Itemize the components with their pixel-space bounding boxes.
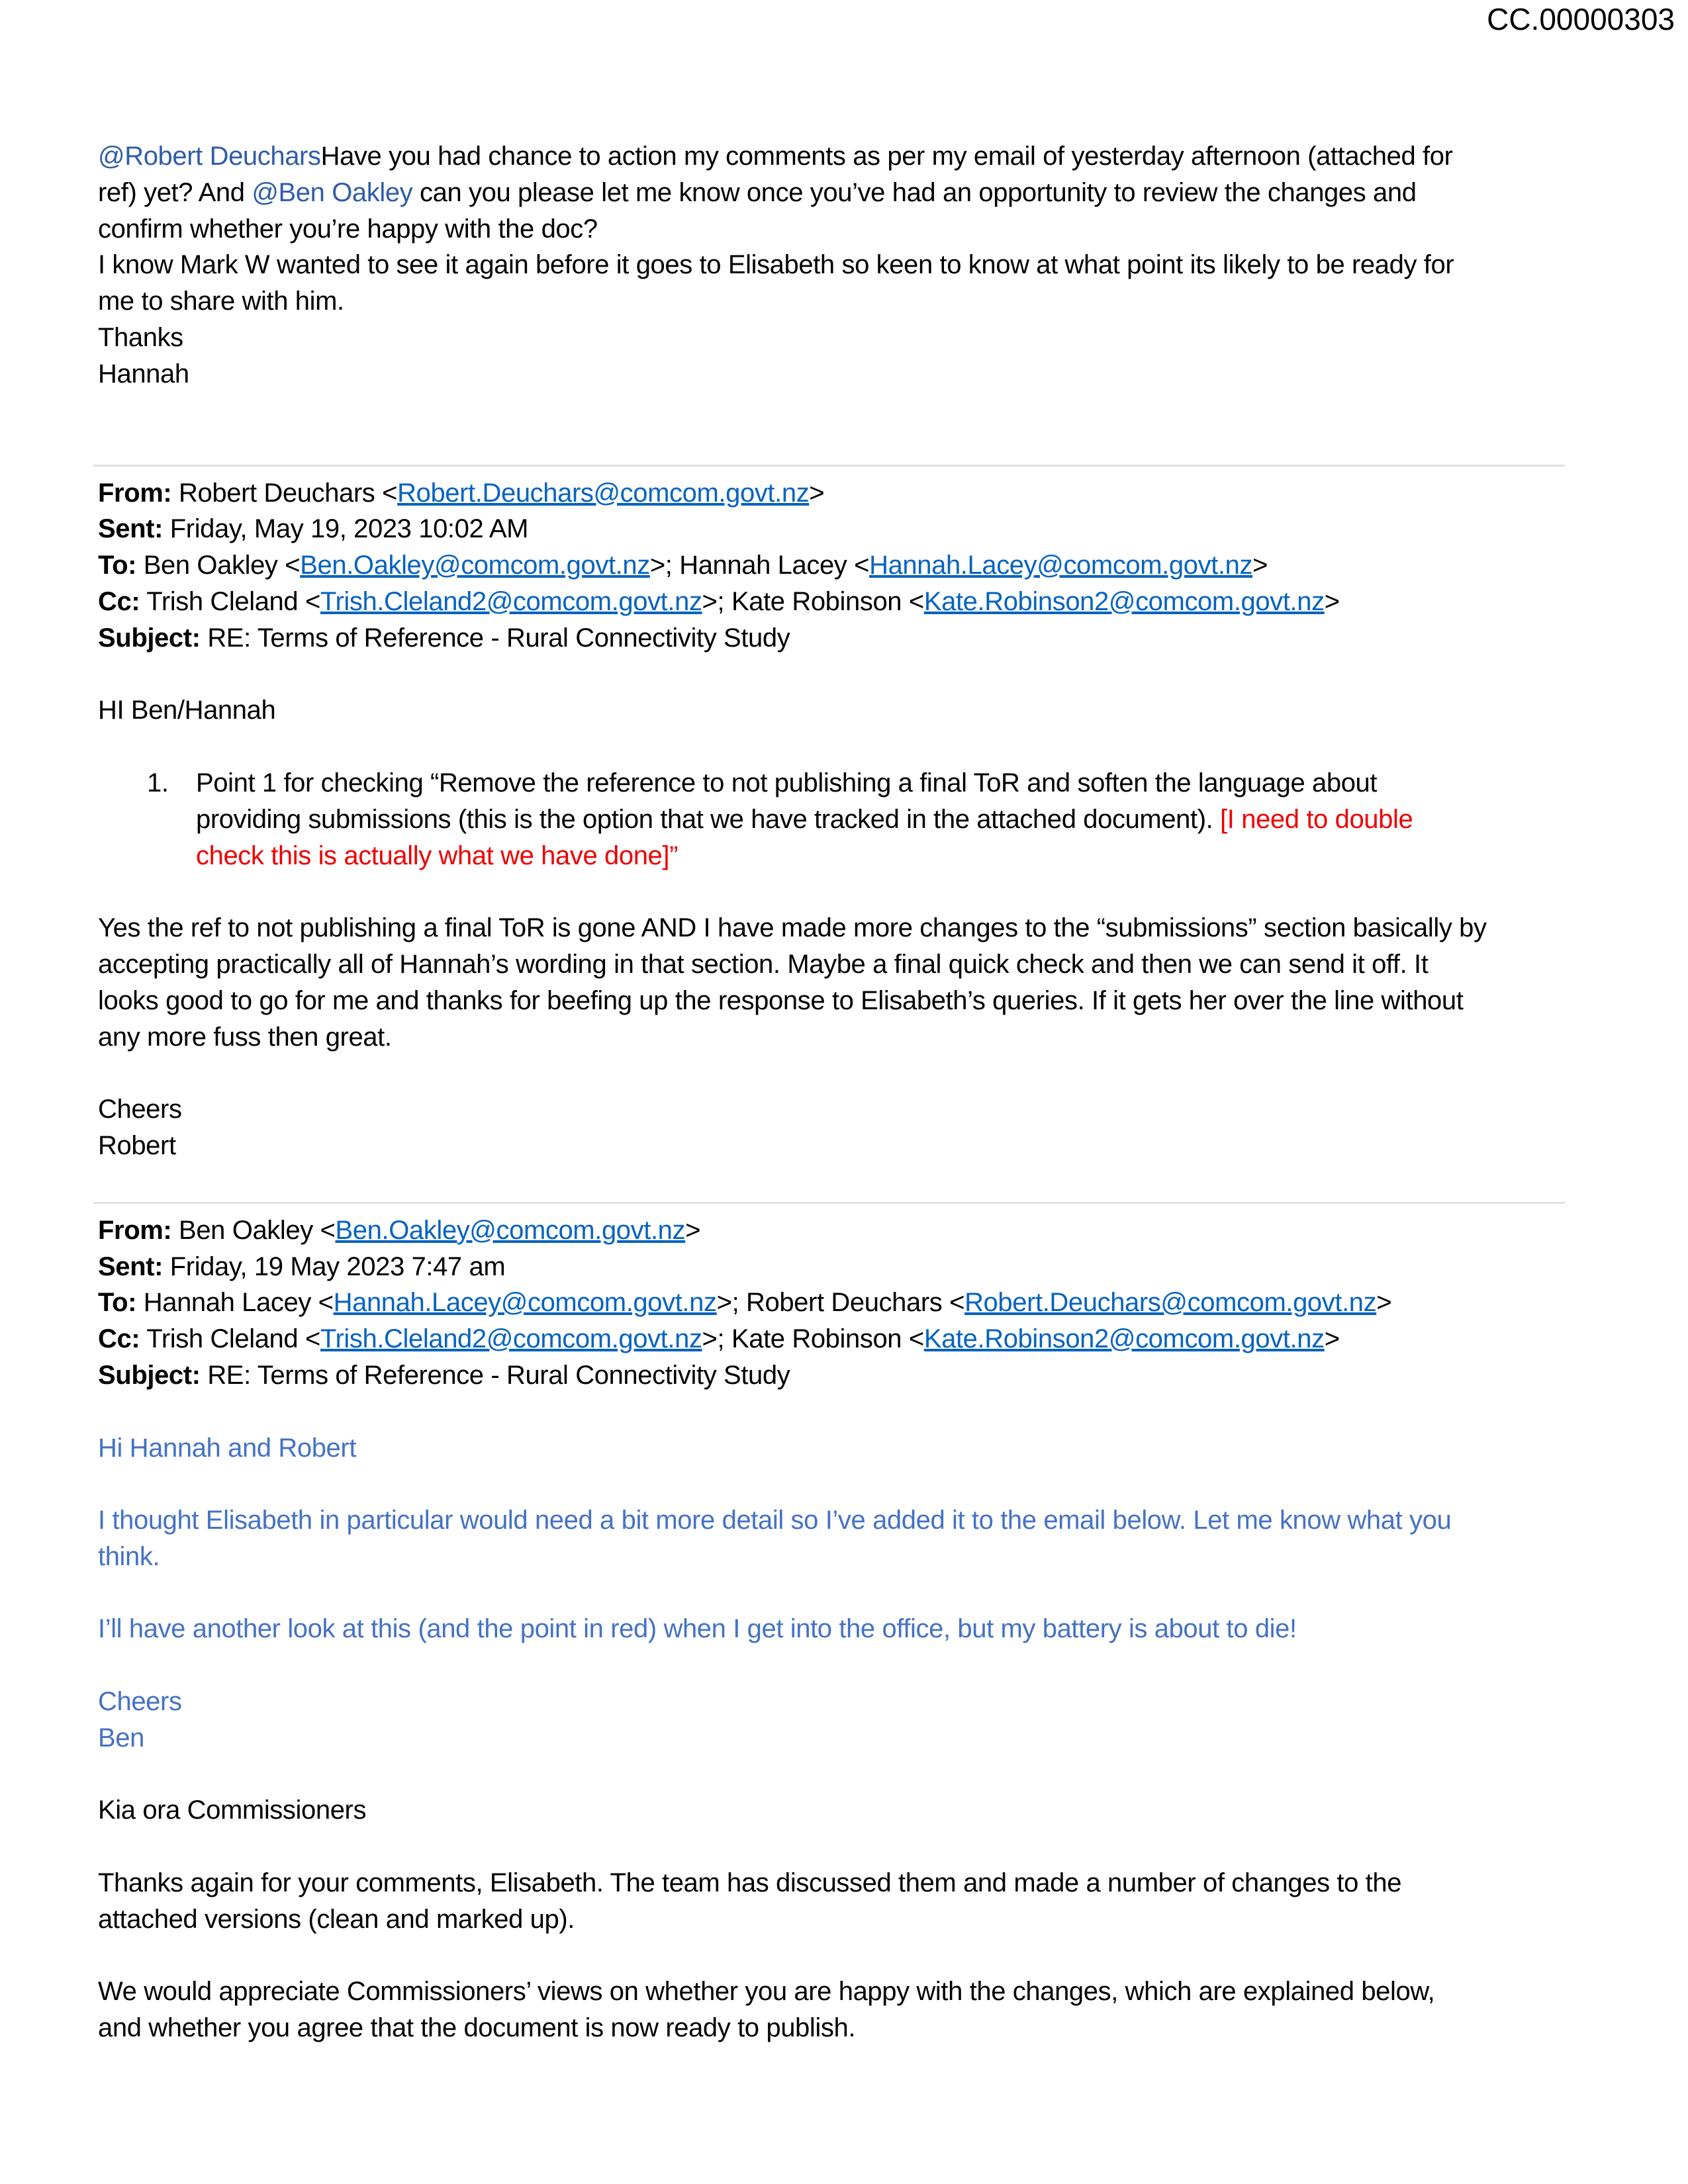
intro-thanks: Thanks (98, 322, 183, 352)
sent-date: Friday, May 19, 2023 10:02 AM (169, 514, 529, 544)
red-note: check this is actually what we have done]” (196, 841, 679, 870)
cc-name: Kate Robinson (731, 1324, 902, 1354)
email-link[interactable]: Kate.Robinson2@comcom.govt.nz (923, 1324, 1325, 1354)
label: Sent: (98, 514, 164, 544)
recipient-name: Hannah Lacey (679, 551, 847, 580)
signoff: Ben (98, 1723, 144, 1752)
signoff: Robert (98, 1130, 176, 1160)
body-text: accepting practically all of Hannah’s wording in that section. Maybe a final quick check and then we can send it off. It (98, 949, 1429, 979)
body-text: think. (98, 1541, 160, 1571)
body-text: I’ll have another look at this (and the point in red) when I get into the office, but my battery is about to die! (98, 1614, 1297, 1644)
greeting: Hi Hannah and Robert (98, 1433, 357, 1463)
email-link[interactable]: Trish.Cleland2@comcom.govt.nz (320, 1324, 702, 1354)
email-link[interactable]: Hannah.Lacey@comcom.govt.nz (333, 1288, 717, 1318)
label: Subject: (98, 1360, 201, 1390)
intro-text: Have you had chance to action my comments as per my email of yesterday afternoon (attached for (320, 142, 1453, 171)
email-link[interactable]: Robert.Deuchars@comcom.govt.nz (964, 1288, 1377, 1318)
numbered-list-item (98, 765, 1587, 874)
cc-name: Trish Cleland (146, 586, 299, 616)
email-link[interactable]: Trish.Cleland2@comcom.govt.nz (320, 586, 702, 616)
label: From: (98, 1215, 172, 1245)
intro-message (98, 138, 1587, 392)
list-text: Point 1 for checking “Remove the reference to not publishing a final ToR and soften the language about (196, 768, 1378, 797)
email-link[interactable]: Robert.Deuchars@comcom.govt.nz (397, 478, 810, 508)
red-note: [I need to double (1220, 804, 1413, 834)
recipient-name: Robert Deuchars (746, 1288, 943, 1318)
header-from: From: Ben Oakley <Ben.Oakley@comcom.govt.nz> (98, 1215, 701, 1245)
email-thread (98, 138, 1587, 2046)
email-link[interactable]: Hannah.Lacey@comcom.govt.nz (869, 551, 1253, 580)
email-link[interactable]: Ben.Oakley@comcom.govt.nz (300, 551, 650, 580)
subject: RE: Terms of Reference - Rural Connectivity Study (207, 1360, 790, 1390)
closing: Cheers (98, 1687, 182, 1717)
label: From: (98, 478, 172, 508)
intro-text: I know Mark W wanted to see it again before it goes to Elisabeth so keen to know at what point its likely to be ready for (98, 250, 1454, 280)
header-to: To: Ben Oakley <Ben.Oakley@comcom.govt.nz>; Hannah Lacey <Hannah.Lacey@comcom.govt.nz> (98, 551, 1268, 580)
draft-text: We would appreciate Commissioners’ views on whether you are happy with the changes, which are explained below, (98, 1977, 1435, 2007)
header-subject (98, 620, 1587, 657)
closing: Cheers (98, 1095, 182, 1124)
label: Sent: (98, 1251, 164, 1281)
intro-signoff: Hannah (98, 359, 189, 388)
intro-text: ref) yet? And (98, 177, 252, 207)
sender-name: Ben Oakley (179, 1215, 313, 1245)
header-cc: Cc: Trish Cleland <Trish.Cleland2@comcom.govt.nz>; Kate Robinson <Kate.Robinson2@comcom.govt.nz> (98, 586, 1340, 616)
cc-name: Kate Robinson (731, 586, 902, 616)
recipient-name: Ben Oakley (143, 551, 278, 580)
draft-greeting: Kia ora Commissioners (98, 1796, 367, 1825)
body-text: Yes the ref to not publishing a final ToR is gone AND I have made more changes to the “submissions” section basically by (98, 913, 1487, 943)
body-text: any more fuss then great. (98, 1022, 392, 1052)
greeting: HI Ben/Hannah (98, 696, 276, 725)
subject: RE: Terms of Reference - Rural Connectivity Study (207, 623, 790, 653)
email-robert (98, 475, 1587, 1164)
body-text: looks good to go for me and thanks for beefing up the response to Elisabeth’s queries. If it gets her over the line without (98, 985, 1464, 1015)
label: Subject: (98, 623, 201, 653)
sender-name: Robert Deuchars (179, 478, 375, 508)
list-number: 1. (147, 768, 169, 797)
header-to: To: Hannah Lacey <Hannah.Lacey@comcom.govt.nz>; Robert Deuchars <Robert.Deuchars@comcom.govt.nz> (98, 1288, 1392, 1318)
header-sent (98, 511, 1587, 547)
cc-name: Trish Cleland (146, 1324, 299, 1354)
header-sent (98, 1249, 1587, 1285)
email-link[interactable]: Ben.Oakley@comcom.govt.nz (335, 1215, 686, 1245)
email-ben (98, 1212, 1587, 2046)
draft-text: attached versions (clean and marked up). (98, 1904, 575, 1934)
draft-text: Thanks again for your comments, Elisabeth. The team has discussed them and made a number of changes to the (98, 1868, 1402, 1898)
intro-text: confirm whether you’re happy with the doc? (98, 214, 598, 244)
header-from: From: Robert Deuchars <Robert.Deuchars@comcom.govt.nz> (98, 478, 825, 508)
label: Cc: (98, 586, 140, 616)
label: Cc: (98, 1324, 140, 1354)
draft-text: and whether you agree that the document is now ready to publish. (98, 2013, 856, 2043)
intro-text: can you please let me know once you’ve had an opportunity to review the changes and (412, 177, 1417, 207)
header-cc: Cc: Trish Cleland <Trish.Cleland2@comcom.govt.nz>; Kate Robinson <Kate.Robinson2@comcom.govt.nz> (98, 1324, 1340, 1354)
recipient-name: Hannah Lacey (143, 1288, 311, 1318)
mention-robert[interactable]: @Robert Deuchars (98, 142, 321, 171)
label: To: (98, 551, 137, 580)
email-link[interactable]: Kate.Robinson2@comcom.govt.nz (923, 586, 1325, 616)
bates-stamp: CC.00000303 (1487, 2, 1675, 36)
mention-ben[interactable]: @Ben Oakley (252, 177, 413, 207)
list-text: providing submissions (this is the option that we have tracked in the attached document). (196, 804, 1221, 834)
body-text: I thought Elisabeth in particular would need a bit more detail so I’ve added it to the email below. Let me know what you (98, 1506, 1452, 1535)
label: To: (98, 1288, 137, 1318)
intro-text: me to share with him. (98, 287, 344, 316)
header-subject (98, 1357, 1587, 1394)
sent-date: Friday, 19 May 2023 7:47 am (169, 1251, 506, 1281)
